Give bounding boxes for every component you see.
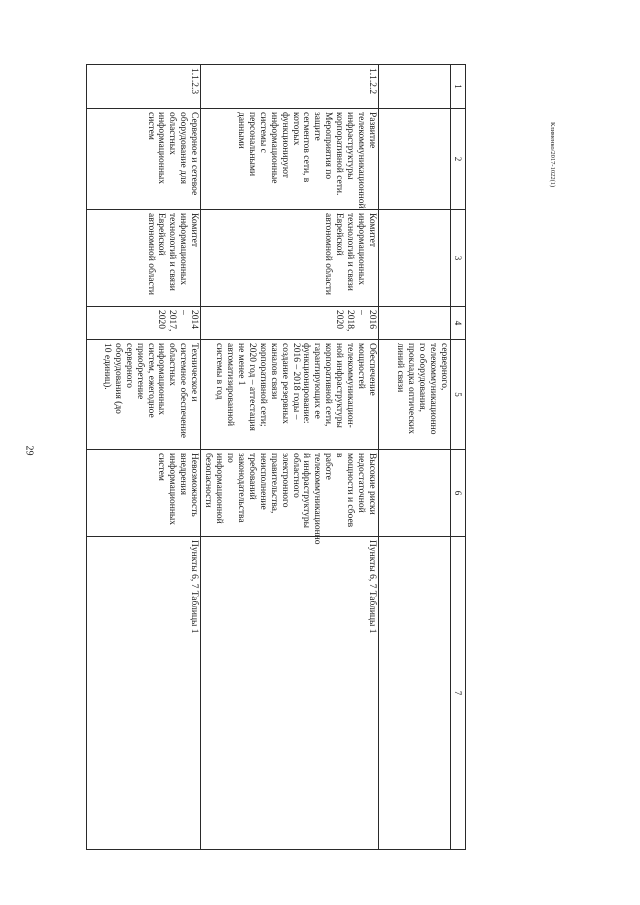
cell-consequence: Высокие риски недостаточной мощности и сбоев в работе телекоммуникационно й инфраструктуры областного электронного правительства, неисполнение требований законодательства по информационной безопасности: [201, 450, 379, 537]
cell-result: серверного, телекоммуникационно го оборудования, прокладка оптических линий связи: [379, 340, 451, 450]
cell-result: Обеспечение мощностей телекоммуникацион- ной инфраструктуры корпоративной сети, гарантирующих ее функционирование: 2016 – 2018 годы – создание резервных каналов связи корпоративной сети; 2020 год – аттестация не менее 1 автоматизированной системы в год: [201, 340, 379, 450]
cell-period: [379, 307, 451, 340]
cell-number: [379, 65, 451, 109]
program-measures-table: [86, 64, 466, 850]
column-header-2: 2: [451, 109, 466, 210]
cell-indicator-link: Пункты 6, 7 Таблицы 1: [201, 537, 379, 850]
table-row-continuation: [379, 65, 451, 850]
column-header-1: 1: [451, 65, 466, 109]
column-header-7: 7: [451, 537, 466, 850]
page-number: 29: [23, 445, 35, 456]
cell-number: 1.1.2.3: [87, 65, 201, 109]
cell-indicator-link: Пункты 6, 7 Таблицы 1: [87, 537, 201, 850]
column-header-6: 6: [451, 450, 466, 537]
table-row-1-1-2-2: [201, 65, 379, 850]
cell-measure-name: Развитие телекоммуникационной инфраструктуры корпоративной сети. Мероприятия по защите сегментов сети, в которых функционируют информационные системы с персональными данными: [201, 109, 379, 210]
column-header-3: 3: [451, 210, 466, 307]
cell-measure-name: Серверное и сетевое оборудование для областных информационных систем: [87, 109, 201, 210]
cell-result: Техническое и системное обеспечение областных информационных систем, ежегодное приобретение серверного оборудования (до 10 единиц).: [87, 340, 201, 450]
cell-number: 1.1.2.2: [201, 65, 379, 109]
footer-reference: Клименко/2017-1022(1): [549, 122, 556, 188]
cell-measure-name: [379, 109, 451, 210]
rotated-table-container: [86, 64, 466, 842]
cell-executor: [379, 210, 451, 307]
cell-executor: Комитет информационных технологий и связи Еврейской автономной области: [201, 210, 379, 307]
cell-consequence: [379, 450, 451, 537]
cell-period: 2016 – 2018, 2020: [201, 307, 379, 340]
table-header-row: [451, 65, 466, 850]
cell-executor: Комитет информационных технологий и связи Еврейской автономной области: [87, 210, 201, 307]
column-header-5: 5: [451, 340, 466, 450]
column-header-4: 4: [451, 307, 466, 340]
cell-period: 2014 – 2017, 2020: [87, 307, 201, 340]
cell-consequence: Невозможность внедрения информационных систем: [87, 450, 201, 537]
table-row-1-1-2-3: [87, 65, 201, 850]
cell-indicator-link: [379, 537, 451, 850]
